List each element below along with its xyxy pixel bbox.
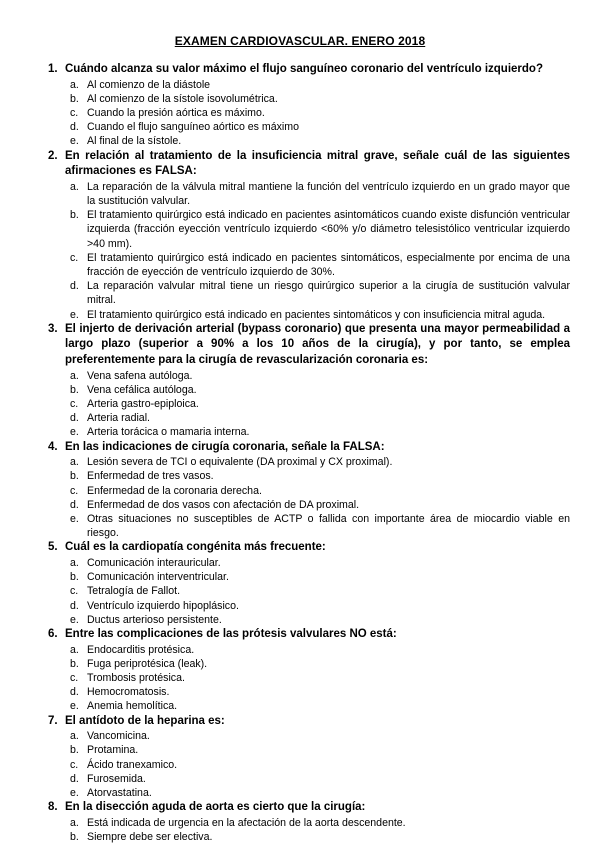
answer-option [65,816,570,830]
option-letter: a. [70,730,79,743]
option-text: Trombosis protésica. [87,672,185,685]
question-3 [48,322,570,440]
question-text: El antídoto de la heparina es: [65,714,225,727]
answer-option [65,657,570,671]
option-text: Anemia hemolítica. [87,700,178,713]
option-letter: a. [70,816,79,829]
question-number: 4. [48,440,58,453]
option-letter: e. [70,426,79,439]
answer-option [65,180,570,208]
option-text: Hemocromatosis. [87,686,170,699]
option-text: Vena safena autóloga. [87,369,193,382]
option-text: Arteria torácica o mamaria interna. [87,426,250,439]
option-text: Cuando la presión aórtica es máximo. [87,107,265,119]
answer-option [65,411,570,425]
option-text: Está indicada de urgencia en la afectación de la aorta descendente. [87,816,406,829]
option-text: Arteria radial. [87,412,150,425]
answer-option [65,758,570,772]
answer-option [65,498,570,512]
option-text: El tratamiento quirúrgico está indicado en pacientes asintomáticos cuando existe disfunción ventricular izquierda (fracción eyección ventrículo izquierdo <60% y/o diámetro telesistólico ventricular izquierdo >40 mm). [87,209,570,250]
option-letter: b. [70,383,79,396]
option-letter: a. [70,643,79,656]
question-4 [48,440,570,541]
option-list [65,816,570,844]
question-text: En la disección aguda de aorta es cierto que la cirugía: [65,801,366,814]
option-text: El tratamiento quirúrgico está indicado en pacientes sintomáticos y con insuficiencia mitral aguda. [87,308,546,321]
option-text: Vancomicina. [87,730,150,743]
option-text: Tetralogía de Fallot. [87,585,181,598]
option-text: Al comienzo de la diástole [87,78,211,91]
option-letter: b. [70,744,79,757]
answer-option [65,78,570,92]
question-list [48,62,570,844]
option-text: Lesión severa de TCI o equivalente (DA proximal y CX proximal). [87,456,393,469]
answer-option [65,643,570,657]
option-letter: b. [70,209,79,222]
option-letter: d. [70,121,79,134]
option-list [65,369,570,440]
answer-option [65,512,570,540]
option-text: La reparación de la válvula mitral mantiene la función del ventrículo izquierdo en un grado mayor que la sustitución valvular. [87,180,570,207]
option-list [65,78,570,149]
answer-option [65,279,570,307]
option-letter: a. [70,78,79,91]
option-text: Ventrículo izquierdo hipoplásico. [87,599,239,612]
exam-title: EXAMEN CARDIOVASCULAR. ENERO 2018 [174,34,426,48]
answer-option [65,685,570,699]
option-letter: c. [70,585,79,598]
answer-option [65,120,570,134]
question-text: Entre las complicaciones de las prótesis valvulares NO está: [65,628,397,641]
answer-option [65,134,570,148]
option-letter: d. [70,772,79,785]
option-letter: d. [70,498,79,511]
option-letter: c. [70,758,79,771]
question-5 [48,540,570,627]
answer-option [65,699,570,713]
option-letter: e. [70,308,79,321]
option-text: Comunicación interauricular. [87,557,221,570]
option-letter: d. [70,412,79,425]
option-text: Enfermedad de dos vasos con afectación de DA proximal. [87,498,360,511]
answer-option [65,369,570,383]
option-letter: d. [70,280,79,293]
question-text: En relación al tratamiento de la insuficiencia mitral grave, señale cuál de las siguientes afirmaciones es FALSA: [65,149,570,178]
question-number: 3. [48,322,58,335]
answer-option [65,455,570,469]
question-number: 7. [48,714,58,727]
answer-option [65,570,570,584]
option-letter: a. [70,180,79,193]
answer-option [65,830,570,844]
option-text: Vena cefálica autóloga. [87,383,197,396]
answer-option [65,729,570,743]
option-list [65,729,570,800]
answer-option [65,743,570,757]
option-letter: e. [70,787,79,800]
answer-option [65,599,570,613]
option-list [65,643,570,714]
option-text: Siempre debe ser electiva. [87,831,213,844]
option-text: Otras situaciones no susceptibles de ACTP o fallida con importante área de miocardio viable en riesgo. [87,513,570,540]
option-letter: a. [70,369,79,382]
option-text: Enfermedad de la coronaria derecha. [87,484,262,497]
option-letter: c. [70,107,79,119]
question-number: 6. [48,628,58,641]
option-letter: b. [70,831,79,844]
option-letter: e. [70,613,79,626]
option-letter: c. [70,672,79,685]
question-text: El injerto de derivación arterial (bypass coronario) que presenta una mayor permeabilidad a largo plazo (superior a 90% a los 10 años de la cirugía), y por tanto, se emplea preferentemente para la cirugía de revascularización coronaria es: [65,322,570,367]
answer-option [65,584,570,598]
option-text: La reparación valvular mitral tiene un riesgo quirúrgico superior a la cirugía de sustitución valvular mitral. [87,280,570,307]
option-text: Endocarditis protésica. [87,643,195,656]
option-letter: b. [70,92,79,105]
option-letter: b. [70,657,79,670]
answer-option [65,671,570,685]
option-letter: e. [70,513,79,526]
question-number: 1. [48,63,58,75]
answer-option [65,92,570,106]
question-2 [48,149,570,322]
option-list [65,556,570,627]
option-letter: b. [70,470,79,483]
question-8 [48,800,570,844]
answer-option [65,613,570,627]
option-letter: b. [70,571,79,584]
answer-option [65,208,570,251]
option-text: Al final de la sístole. [87,135,182,148]
answer-option [65,484,570,498]
answer-option [65,786,570,800]
answer-option [65,251,570,279]
question-text: Cuál es la cardiopatía congénita más frecuente: [65,541,326,554]
option-letter: c. [70,484,79,497]
option-text: Comunicación interventricular. [87,571,229,584]
option-text: Al comienzo de la sístole isovolumétrica. [87,92,278,105]
question-number: 2. [48,149,58,162]
option-text: Ácido tranexamico. [87,758,178,771]
option-letter: d. [70,686,79,699]
option-text: Atorvastatina. [87,787,152,800]
option-text: Enfermedad de tres vasos. [87,470,214,483]
option-letter: a. [70,456,79,469]
question-number: 8. [48,801,58,814]
question-7 [48,714,570,801]
option-letter: d. [70,599,79,612]
question-text: Cuándo alcanza su valor máximo el flujo sanguíneo coronario del ventrículo izquierdo? [65,63,543,75]
option-text: Arteria gastro-epiploica. [87,398,199,411]
option-letter: c. [70,398,79,411]
option-letter: e. [70,135,79,148]
answer-option [65,772,570,786]
answer-option [65,397,570,411]
answer-option [65,556,570,570]
option-list [65,455,570,540]
answer-option [65,425,570,439]
option-text: Furosemida. [87,772,146,785]
answer-option [65,308,570,322]
option-text: El tratamiento quirúrgico está indicado en pacientes sintomáticos, especialmente por encima de una fracción de eyección de ventrículo izquierdo de 30%. [87,251,570,279]
option-text: Cuando el flujo sanguíneo aórtico es máximo [87,121,299,134]
answer-option [65,469,570,483]
option-letter: a. [70,557,79,570]
question-1 [48,62,570,149]
option-letter: e. [70,700,79,713]
question-number: 5. [48,541,58,554]
option-text: Protamina. [87,744,139,757]
answer-option [65,106,570,120]
option-letter: c. [70,251,79,264]
question-6 [48,627,570,714]
question-text: En las indicaciones de cirugía coronaria, señale la FALSA: [65,440,385,453]
answer-option [65,383,570,397]
option-list [65,180,570,322]
option-text: Ductus arterioso persistente. [87,613,222,626]
option-text: Fuga periprotésica (leak). [87,657,208,670]
